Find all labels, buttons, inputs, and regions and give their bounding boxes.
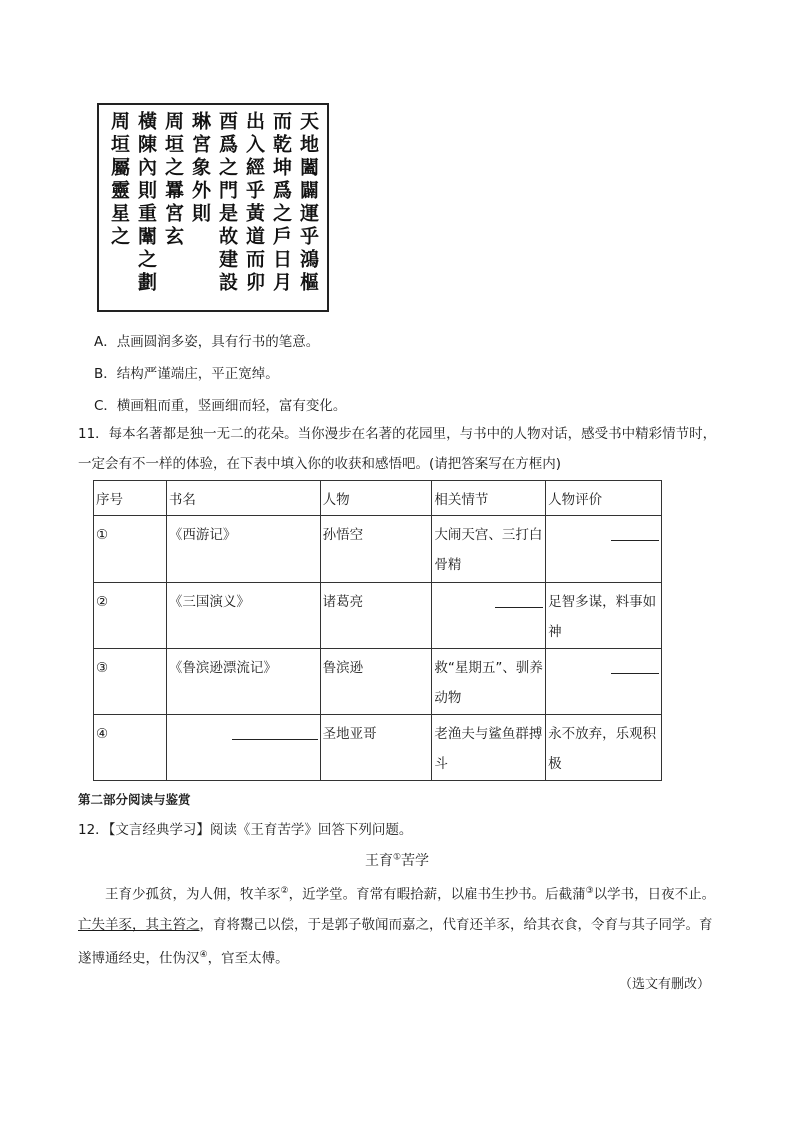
passage-fragment: ，近学堂。育常有暇拾薪，以雇书生抄书。后截蒲 xyxy=(288,886,586,903)
title-part: 苦学 xyxy=(401,853,430,869)
footnote-marker: ② xyxy=(280,886,289,896)
calligraphy-column: 而乾坤爲之戶日月 xyxy=(270,111,292,295)
title-part: 王育 xyxy=(364,853,393,869)
passage-fragment: ，育将鬻己以偿，于是郭子敬闻而嘉之，代育还羊豕，给其衣食，令育与其子同学。育遂博通经史，仕伪汉 xyxy=(78,916,713,966)
row-number: ① xyxy=(94,516,167,583)
footnote-marker: ① xyxy=(392,852,402,863)
row-number: ④ xyxy=(94,715,167,781)
book-cell: 《鲁滨逊漂流记》 xyxy=(166,649,320,715)
option-c: C．横画粗而重，竖画细而轻，富有变化。 xyxy=(94,398,347,414)
calligraphy-column: 琳宮象外則 xyxy=(189,111,211,226)
passage-title xyxy=(0,850,794,870)
source-note: （选文有删改） xyxy=(618,977,710,992)
header-cell: 序号 xyxy=(94,481,167,516)
plot-cell: 救“星期五”、驯养动物 xyxy=(432,649,546,715)
calligraphy-column: 橫陳內則重闈之劃 xyxy=(135,111,157,295)
table-row xyxy=(94,583,662,649)
answer-blank[interactable] xyxy=(611,522,659,541)
person-cell: 鲁滨逊 xyxy=(320,649,432,715)
answer-blank[interactable] xyxy=(495,589,543,608)
option-a: A．点画圆润多姿，具有行书的笔意。 xyxy=(94,334,320,350)
person-cell: 孙悟空 xyxy=(320,516,432,583)
header-cell: 书名 xyxy=(166,481,320,516)
evaluation-cell: 永不放弃，乐观积极 xyxy=(546,715,662,781)
plot-cell[interactable] xyxy=(432,583,546,649)
person-cell: 圣地亚哥 xyxy=(320,715,432,781)
book-cell: 《西游记》 xyxy=(166,516,320,583)
table-row xyxy=(94,516,662,583)
evaluation-cell: 足智多谋，料事如神 xyxy=(546,583,662,649)
question-11-text: 11．每本名著都是独一无二的花朵。当你漫步在名著的花园里，与书中的人物对话，感受书中精彩情节时，一定会有不一样的体验，在下表中填入你的收获和感悟吧。(请把答案写在方框内) xyxy=(78,426,717,472)
calligraphy-image xyxy=(97,103,329,312)
reading-table xyxy=(93,480,662,781)
table-header-row xyxy=(94,481,662,516)
header-cell: 人物评价 xyxy=(546,481,662,516)
footnote-marker: ③ xyxy=(585,886,594,896)
calligraphy-column: 周垣屬靈星之 xyxy=(108,111,130,249)
calligraphy-column: 出入經乎黃道而卯 xyxy=(243,111,265,295)
row-number: ③ xyxy=(94,649,167,715)
option-b: B．结构严谨端庄，平正宽绰。 xyxy=(94,366,279,382)
plot-cell: 大闹天宫、三打白骨精 xyxy=(432,516,546,583)
footnote-marker: ④ xyxy=(199,949,208,960)
plot-cell: 老渔夫与鲨鱼群搏斗 xyxy=(432,715,546,781)
evaluation-cell[interactable] xyxy=(546,649,662,715)
passage-text xyxy=(78,876,718,973)
answer-blank[interactable] xyxy=(232,721,318,740)
section-heading: 第二部分阅读与鉴赏 xyxy=(78,792,191,807)
passage-fragment: 王育少孤贫，为人佣，牧羊豕 xyxy=(105,886,281,903)
answer-blank[interactable] xyxy=(611,655,659,674)
row-number: ② xyxy=(94,583,167,649)
underlined-sentence: 亡失羊豕，其主笞之 xyxy=(78,916,200,933)
header-cell: 人物 xyxy=(320,481,432,516)
passage-fragment: 以学书，日夜不止。 xyxy=(593,886,716,903)
evaluation-cell[interactable] xyxy=(546,516,662,583)
table-row xyxy=(94,715,662,781)
calligraphy-column: 酉爲之門是故建設 xyxy=(216,111,238,295)
table-row xyxy=(94,649,662,715)
header-cell: 相关情节 xyxy=(432,481,546,516)
calligraphy-column: 天地闔闢運乎鴻樞 xyxy=(297,111,319,295)
book-cell[interactable] xyxy=(166,715,320,781)
question-12-text: 12．【文言经典学习】阅读《王育苦学》回答下列问题。 xyxy=(78,822,413,838)
passage-fragment: ，官至太傅。 xyxy=(207,950,289,966)
book-cell: 《三国演义》 xyxy=(166,583,320,649)
calligraphy-column: 周垣之羃宮玄 xyxy=(162,111,184,249)
person-cell: 诸葛亮 xyxy=(320,583,432,649)
